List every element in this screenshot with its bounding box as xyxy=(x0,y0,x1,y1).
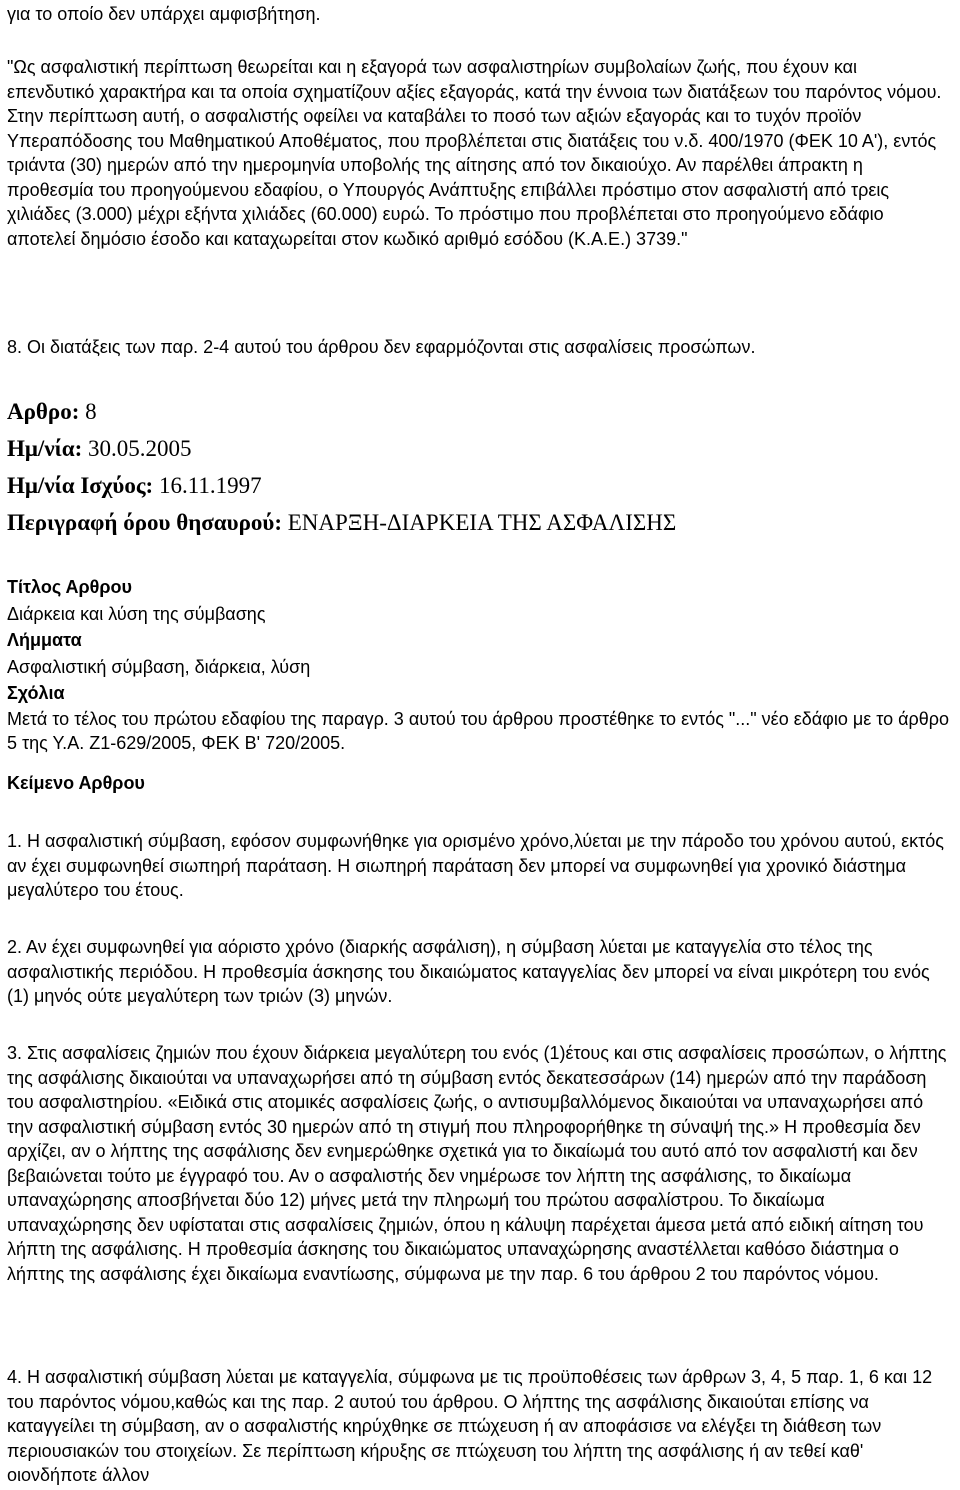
article-details xyxy=(7,574,949,756)
article-text-label: Κείμενο Αρθρου xyxy=(7,773,145,793)
article-metadata xyxy=(7,397,949,538)
title-label: Τίτλος Αρθρου xyxy=(7,577,132,597)
top-line: για το οποίο δεν υπάρχει αμφισβήτηση. xyxy=(7,4,321,24)
article-value: 8 xyxy=(85,399,97,424)
article-number-line xyxy=(7,397,949,427)
article-paragraph-3: 3. Στις ασφαλίσεις ζημιών που έχουν διάρκεια μεγαλύτερη του ενός (1)έτους και στις ασφαλίσεις προσώπων, ο λήπτης της ασφάλισης δικαιούται να υπαναχωρήσει από τη σύμβαση εντός δεκατεσσάρων (14) ημερών από την παράδοση του ασφαλιστηρίου. «Ειδικά στις ατομικές ασφαλίσεις ζωής, ο αντισυμβαλλόμενος δικαιούται να υπαναχωρήσει από την ασφαλιστική σύμβαση εντός 30 ημερών από τη στιγμή που πληροφορήθηκε τη σύναψή της.» Η προθεσμία δεν αρχίζει, αν ο λήπτης της ασφάλισης δεν ενημερώθηκε σχετικά για το δικαίωμά του αυτό από τον ασφαλιστή και δεν βεβαιώνεται τούτο με έγγραφό του. Αν ο ασφαλιστής δεν νημέρωσε τον λήπτη της ασφάλισης, το δικαίωμα υπαναχώρησης αποσβήνεται δύο 12) μήνες μετά την πληρωμή του πρώτου ασφαλίστρου. Το δικαίωμα υπαναχώρησης δεν υφίσταται στις ασφαλίσεις ζημιών, όπου η κάλυψη παρέχεται άμεσα μετά από ειδική αίτηση του λήπτη της ασφάλισης. Η προθεσμία άσκησης του δικαιώματος υπαναχώρησης αναστέλλεται καθόσο διάστημα ο λήπτης της ασφάλισης έχει δικαίωμα εναντίωσης, σύμφωνα με την παρ. 6 του άρθρου 2 του παρόντος νόμου. xyxy=(7,1043,947,1284)
thesaurus-label: Περιγραφή όρου θησαυρού: xyxy=(7,510,282,535)
thesaurus-line xyxy=(7,508,949,538)
thesaurus-value: ΕΝΑΡΞΗ-ΔΙΑΡΚΕΙΑ ΤΗΣ ΑΣΦΑΛΙΣΗΣ xyxy=(287,510,677,535)
title-value: Διάρκεια και λύση της σύμβασης xyxy=(7,603,266,624)
paragraph-8: 8. Οι διατάξεις των παρ. 2-4 αυτού του άρθρου δεν εφαρμόζονται στις ασφαλίσεις προσώπων. xyxy=(7,337,756,357)
effective-label: Ημ/νία Ισχύος: xyxy=(7,473,154,498)
article-paragraph-1: 1. Η ασφαλιστική σύμβαση, εφόσον συμφωνήθηκε για ορισμένο χρόνο,λύεται με την πάροδο του χρόνου αυτού, εκτός αν έχει συμφωνηθεί σιωπηρή παράταση. Η σιωπηρή παράταση δεν μπορεί να συμφωνηθεί για χρονικό διάστημα μεγαλύτερο του έτους. xyxy=(7,831,944,900)
article-label: Αρθρο: xyxy=(7,399,80,424)
date-label: Ημ/νία: xyxy=(7,436,83,461)
effective-date-line xyxy=(7,471,949,501)
keywords-label: Λήμματα xyxy=(7,630,82,650)
effective-value: 16.11.1997 xyxy=(158,473,262,498)
comments-label: Σχόλια xyxy=(7,683,65,703)
date-value: 30.05.2005 xyxy=(87,436,192,461)
keywords-value: Ασφαλιστική σύμβαση, διάρκεια, λύση xyxy=(7,656,311,677)
date-line xyxy=(7,434,949,464)
quote-paragraph: "Ως ασφαλιστική περίπτωση θεωρείται και η εξαγορά των ασφαλιστηρίων συμβολαίων ζωής, που έχουν και επενδυτικό χαρακτήρα και τα οποία σχηματίζουν αξίες εξαγοράς, κατά την έννοια των διατάξεων του παρόντος νόμου. Στην περίπτωση αυτή, ο ασφαλιστής οφείλει να καταβάλει το ποσό των αξιών εξαγοράς και το τυχόν προϊόν Υπεραπόδοσης του Μαθηματικού Αποθέματος, που προβλέπεται στις διατάξεις του ν.δ. 400/1970 (ΦΕΚ 10 Α'), εντός τριάντα (30) ημερών από την ημερομηνία υποβολής της αίτησης από τον δικαιούχο. Αν παρέλθει άπρακτη η προθεσμία του προηγούμενου εδαφίου, ο Υπουργός Ανάπτυξης επιβάλλει πρόστιμο στον ασφαλιστή από τρεις χιλιάδες (3.000) μέχρι εξήντα χιλιάδες (60.000) ευρώ. Το πρόστιμο που προβλέπεται στο προηγούμενο εδάφιο αποτελεί δημόσιο έσοδο και καταχωρείται στον κωδικό αριθμό εσόδου (Κ.Α.Ε.) 3739." xyxy=(7,57,942,249)
comments-value: Μετά το τέλος του πρώτου εδαφίου της παραγρ. 3 αυτού του άρθρου προστέθηκε το εντός "..." νέο εδάφιο με το άρθρο 5 της Υ.Α. Ζ1-629/2005, ΦΕΚ Β' 720/2005. xyxy=(7,708,950,753)
article-paragraph-4: 4. Η ασφαλιστική σύμβαση λύεται με καταγγελία, σύμφωνα με τις προϋποθέσεις των άρθρων 3, 4, 5 παρ. 1, 6 και 12 του παρόντος νόμου,καθώς και της παρ. 2 αυτού του άρθρου. Ο λήπτης της ασφάλισης δικαιούται επίσης να καταγγείλει τη σύμβαση, αν ο ασφαλιστής κηρύχθηκε σε πτώχευση ή αν αποφάσισε να ελέγξει τη διάθεση των περιουσιακών του στοιχείων. Σε περίπτωση κήρυξης σε πτώχευση του λήπτη της ασφάλισης ή αν τεθεί καθ' οιονδήποτε άλλον xyxy=(7,1367,933,1485)
article-paragraph-2: 2. Αν έχει συμφωνηθεί για αόριστο χρόνο (διαρκής ασφάλιση), η σύμβαση λύεται με καταγγελία στο τέλος της ασφαλιστικής περιόδου. Η προθεσμία άσκησης του δικαιώματος καταγγελίας δεν μπορεί να είναι μικρότερη του ενός (1) μηνός ούτε μεγαλύτερη των τριών (3) μηνών. xyxy=(7,937,930,1006)
